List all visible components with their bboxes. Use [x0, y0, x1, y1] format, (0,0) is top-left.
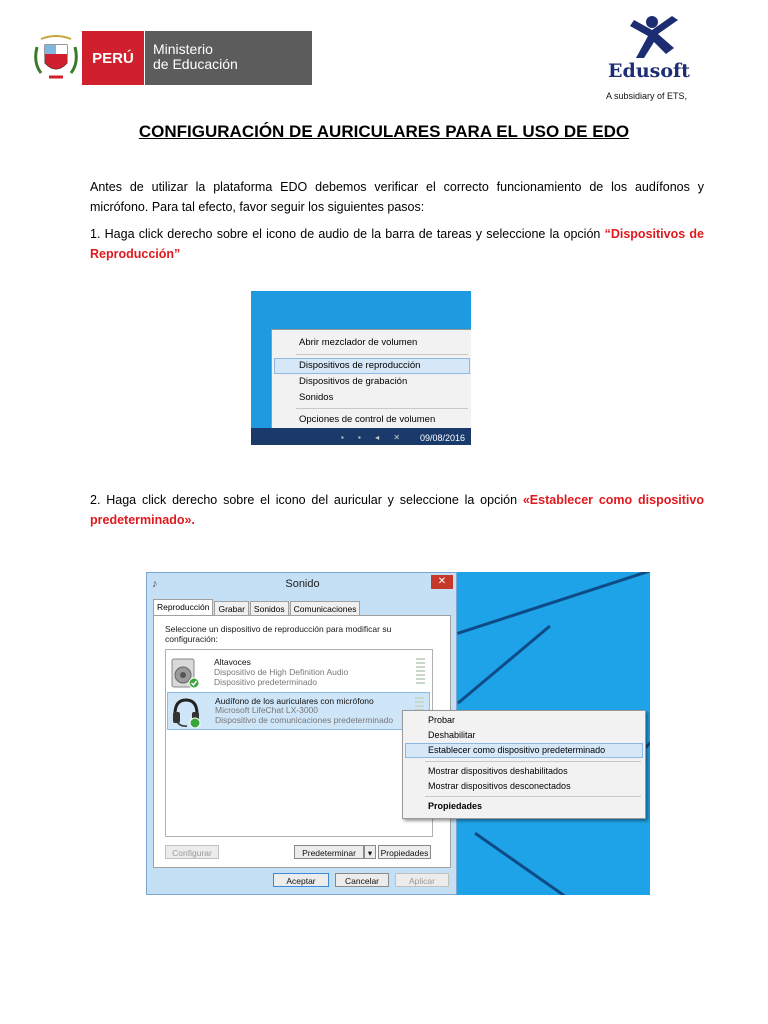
screenshot-taskbar-menu — [251, 291, 471, 445]
device-name: Audífono de los auriculares con micrófono — [215, 696, 374, 706]
ok-button[interactable]: Aceptar — [273, 873, 329, 887]
device-line3: Dispositivo de comunicaciones predeterminado — [215, 715, 394, 725]
speaker-icon: ♪ — [152, 578, 158, 590]
configure-button[interactable]: Configurar — [165, 845, 219, 859]
step2-highlight: «Establecer como dispositivo predeterminado». — [90, 493, 704, 527]
device-name: Altavoces — [214, 657, 251, 667]
device-line2: Microsoft LifeChat LX-3000 — [215, 705, 318, 715]
menu-item-disable[interactable]: Deshabilitar — [428, 730, 476, 740]
menu-item-set-default[interactable]: Establecer como dispositivo predeterminado — [428, 745, 606, 755]
step1-paragraph — [90, 224, 704, 264]
step1-text: 1. Haga click derecho sobre el icono de audio de la barra de tareas y seleccione la opción — [90, 227, 605, 241]
edusoft-name: Edusoft — [608, 60, 690, 82]
set-default-dropdown[interactable]: ▾ — [364, 845, 376, 859]
screenshot-sound-dialog — [146, 572, 650, 895]
device-context-menu — [402, 710, 646, 819]
menu-item-volume-options[interactable]: Opciones de control de volumen — [299, 414, 436, 425]
menu-item-test[interactable]: Probar — [428, 715, 456, 725]
dialog-title: Sonido — [285, 578, 320, 590]
edusoft-tagline: A subsidiary of ETS, — [606, 91, 688, 101]
tray-icons: ▪ ▪ ◂ ✕ — [341, 433, 407, 442]
menu-item-playback-devices[interactable]: Dispositivos de reproducción — [299, 360, 421, 371]
taskbar — [251, 428, 471, 445]
menu-item-properties[interactable]: Propiedades — [428, 801, 483, 811]
menu-item-sounds[interactable]: Sonidos — [299, 392, 334, 403]
intro-paragraph: Antes de utilizar la plataforma EDO debemos verificar el correcto funcionamiento de los audífonos y micrófono. Para tal efecto, favor seguir los siguientes pasos: — [90, 180, 704, 214]
device-speakers[interactable] — [167, 654, 430, 692]
taskbar-date: 09/08/2016 — [419, 433, 465, 443]
step2-text: 2. Haga click derecho sobre el icono del auricular y seleccione la opción — [90, 493, 523, 507]
set-default-button[interactable]: Predeterminar — [294, 845, 364, 859]
device-headset[interactable] — [167, 692, 430, 730]
device-line2: Dispositivo de High Definition Audio — [214, 667, 349, 677]
banner-ministry-line2: de Educación — [153, 56, 238, 72]
banner-ministry-line1: Ministerio — [153, 41, 213, 57]
properties-button[interactable]: Propiedades — [378, 845, 431, 859]
page-title: CONFIGURACIÓN DE AURICULARES PARA EL USO DE EDO — [138, 122, 630, 141]
tab-sounds[interactable]: Sonidos — [250, 601, 289, 616]
peru-coat-of-arms — [33, 33, 79, 85]
tab-communications[interactable]: Comunicaciones — [290, 601, 361, 616]
step2-paragraph — [90, 490, 704, 530]
device-list — [165, 649, 433, 837]
audio-context-menu — [271, 329, 471, 431]
tab-record[interactable]: Grabar — [214, 601, 248, 616]
device-line3: Dispositivo predeterminado — [214, 677, 317, 687]
headset-device-icon — [171, 696, 199, 726]
menu-item-mixer[interactable]: Abrir mezclador de volumen — [299, 337, 418, 348]
dialog-tabs — [153, 601, 361, 616]
menu-item-show-disconnected[interactable]: Mostrar dispositivos desconectados — [428, 781, 571, 791]
step1-highlight: “Dispositivos de Reproducción” — [90, 227, 704, 261]
speaker-device-icon — [170, 657, 198, 687]
panel-description: Seleccione un dispositivo de reproducción para modificar su configuración: — [165, 624, 392, 644]
peru-minedu-banner — [82, 31, 312, 85]
apply-button[interactable]: Aplicar — [395, 873, 449, 887]
menu-item-recording-devices[interactable]: Dispositivos de grabación — [299, 376, 408, 387]
tab-playback[interactable]: Reproducción — [153, 599, 213, 616]
cancel-button[interactable]: Cancelar — [335, 873, 389, 887]
close-button[interactable]: ✕ — [431, 575, 453, 589]
banner-country: PERÚ — [82, 31, 144, 85]
menu-item-show-disabled[interactable]: Mostrar dispositivos deshabilitados — [428, 766, 568, 776]
level-meter — [416, 658, 425, 686]
banner-ministry — [144, 31, 312, 85]
